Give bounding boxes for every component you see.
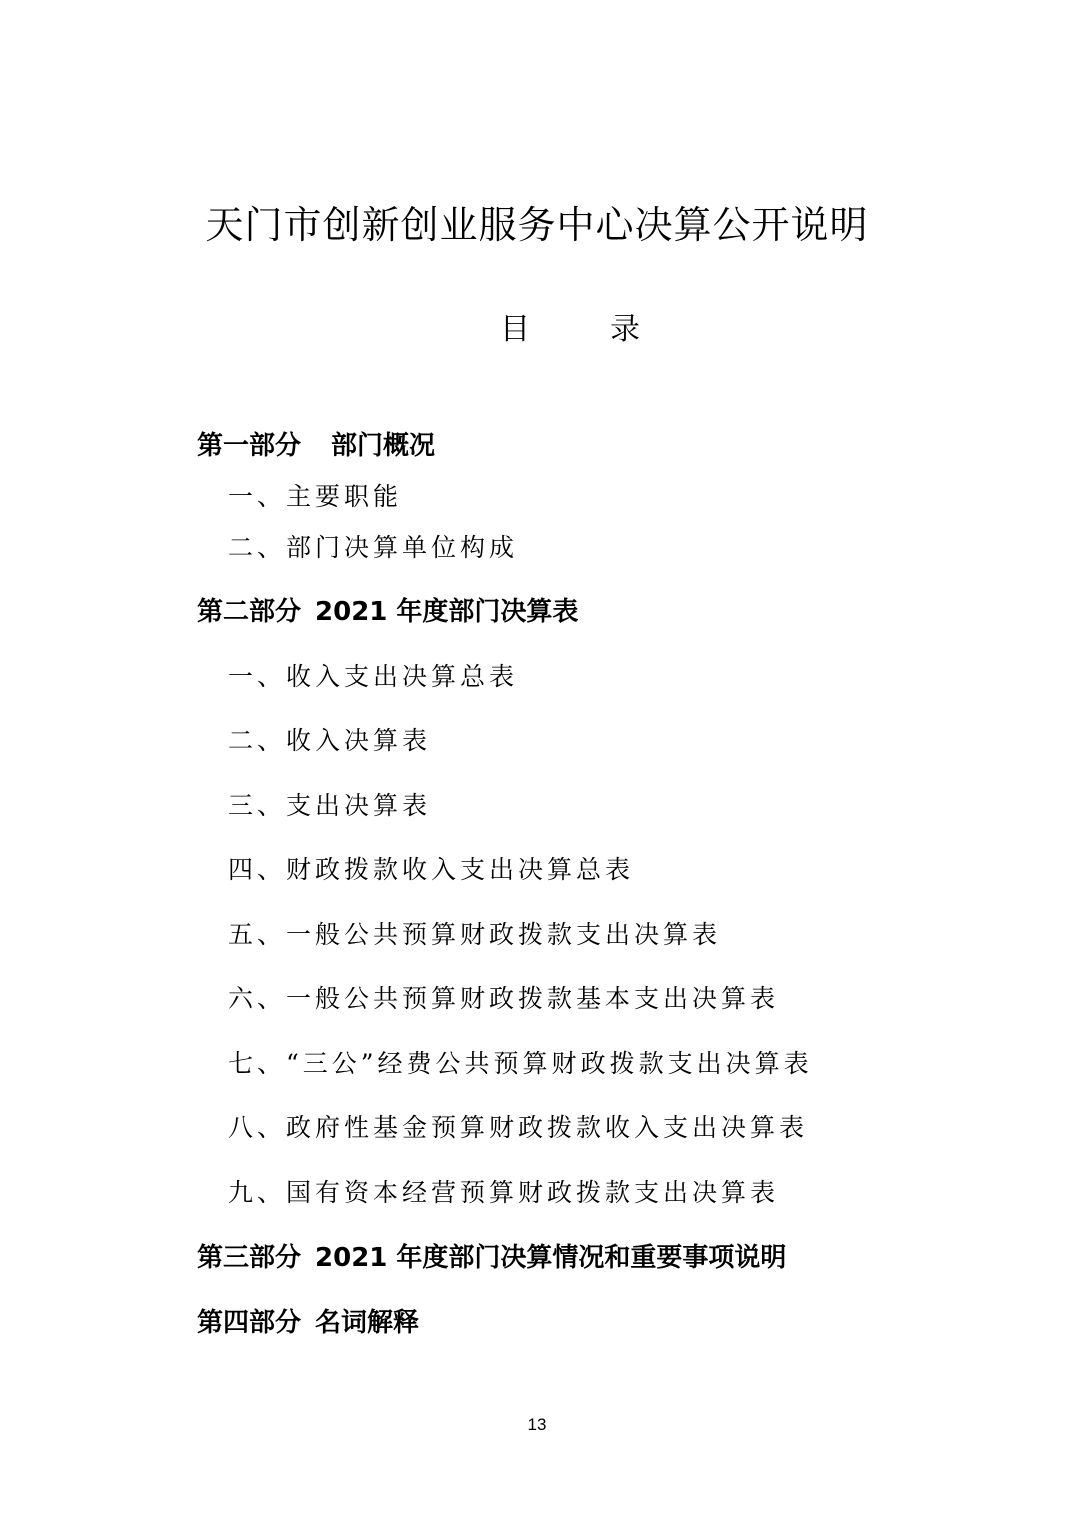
toc-item: 五、一般公共预算财政拨款支出决算表 xyxy=(228,920,722,949)
toc-part-label: 第四部分 xyxy=(197,1308,302,1338)
toc-item: 三、支出决算表 xyxy=(228,791,432,820)
toc-part-1 xyxy=(197,428,435,464)
toc-item: 二、部门决算单位构成 xyxy=(228,533,519,562)
toc-part-name: 部门概况 xyxy=(331,431,436,461)
toc-item: 一、收入支出决算总表 xyxy=(228,662,519,691)
toc-item: 九、国有资本经营预算财政拨款支出决算表 xyxy=(228,1178,780,1207)
toc-heading-char-1: 目 xyxy=(500,312,530,347)
toc-part-label: 第三部分 xyxy=(197,1243,302,1273)
toc-item: 六、一般公共预算财政拨款基本支出决算表 xyxy=(228,984,780,1013)
toc-part-name: 名词解释 xyxy=(315,1308,420,1338)
toc-item: 八、政府性基金预算财政拨款收入支出决算表 xyxy=(228,1113,809,1142)
toc-item: 七、“三公”经费公共预算财政拨款支出决算表 xyxy=(228,1049,813,1078)
toc-item: 一、主要职能 xyxy=(228,482,403,511)
toc-part-4 xyxy=(197,1305,419,1341)
toc-part-name: 2021 年度部门决算情况和重要事项说明 xyxy=(315,1243,787,1273)
toc-heading xyxy=(500,310,640,350)
toc-part-3 xyxy=(197,1240,786,1276)
toc-part-2 xyxy=(197,594,578,630)
document-title: 天门市创新创业服务中心决算公开说明 xyxy=(205,203,869,247)
toc-part-label: 第一部分 xyxy=(197,431,302,461)
toc-item: 四、财政拨款收入支出决算总表 xyxy=(228,855,635,884)
toc-part-label: 第二部分 xyxy=(197,597,302,627)
toc-heading-char-2: 录 xyxy=(610,312,640,347)
page-number: 13 xyxy=(527,1415,547,1434)
toc-part-name: 2021 年度部门决算表 xyxy=(315,597,579,627)
toc-item: 二、收入决算表 xyxy=(228,726,432,755)
